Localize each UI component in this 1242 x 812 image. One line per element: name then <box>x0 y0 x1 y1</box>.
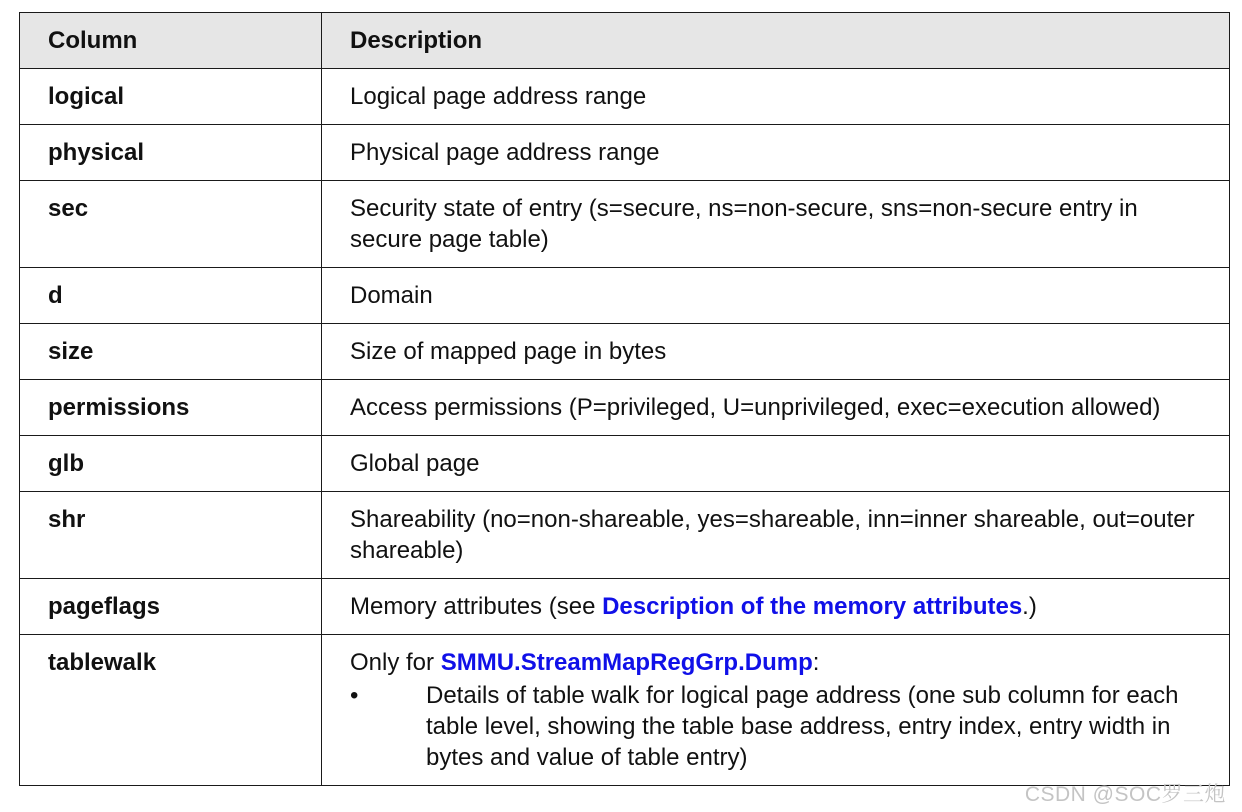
description-suffix: .) <box>1022 593 1037 620</box>
row-name: logical <box>20 69 322 125</box>
table-row-size <box>20 324 1230 380</box>
description-suffix: : <box>812 649 820 676</box>
row-name: pageflags <box>20 579 322 635</box>
table-header-row <box>20 13 1230 69</box>
row-description: Access permissions (P=privileged, U=unprivileged, exec=execution allowed) <box>322 380 1230 436</box>
row-description: Security state of entry (s=secure, ns=non-secure, sns=non-secure entry in secure page table) <box>322 181 1230 268</box>
table-row-permissions <box>20 380 1230 436</box>
description-header: Description <box>322 13 1230 69</box>
row-description <box>322 635 1230 786</box>
row-description: Shareability (no=non-shareable, yes=shareable, inn=inner shareable, out=outer shareable) <box>322 492 1230 579</box>
table-row-glb <box>20 436 1230 492</box>
row-description <box>322 579 1230 635</box>
row-description: Domain <box>322 268 1230 324</box>
table-row-shr <box>20 492 1230 579</box>
description-prefix: Memory attributes (see <box>350 593 603 620</box>
table-row-sec <box>20 181 1230 268</box>
table-row-pageflags <box>20 579 1230 635</box>
description-prefix: Only for <box>350 649 441 676</box>
description-intro <box>350 647 1213 678</box>
memory-attributes-link[interactable]: Description of the memory attributes <box>602 593 1023 620</box>
bullet-item <box>350 680 1213 773</box>
table-row-physical <box>20 125 1230 181</box>
table-row-logical <box>20 69 1230 125</box>
bullet-text: Details of table walk for logical page address (one sub column for each table level, showing the table base address, entry index, entry width in bytes and value of table entry) <box>426 682 1179 771</box>
table-row-d <box>20 268 1230 324</box>
row-name: permissions <box>20 380 322 436</box>
smmu-dump-link[interactable]: SMMU.StreamMapRegGrp.Dump <box>440 649 813 676</box>
row-name: tablewalk <box>20 635 322 786</box>
row-description: Size of mapped page in bytes <box>322 324 1230 380</box>
row-name: glb <box>20 436 322 492</box>
row-name: sec <box>20 181 322 268</box>
row-name: d <box>20 268 322 324</box>
row-name: shr <box>20 492 322 579</box>
row-description: Logical page address range <box>322 69 1230 125</box>
bullet-icon: • <box>350 682 359 709</box>
parameter-table <box>19 12 1230 786</box>
column-header: Column <box>20 13 322 69</box>
row-name: size <box>20 324 322 380</box>
row-description: Physical page address range <box>322 125 1230 181</box>
table-row-tablewalk <box>20 635 1230 786</box>
row-name: physical <box>20 125 322 181</box>
watermark: CSDN @SOC罗三炮 <box>1024 783 1226 806</box>
row-description: Global page <box>322 436 1230 492</box>
